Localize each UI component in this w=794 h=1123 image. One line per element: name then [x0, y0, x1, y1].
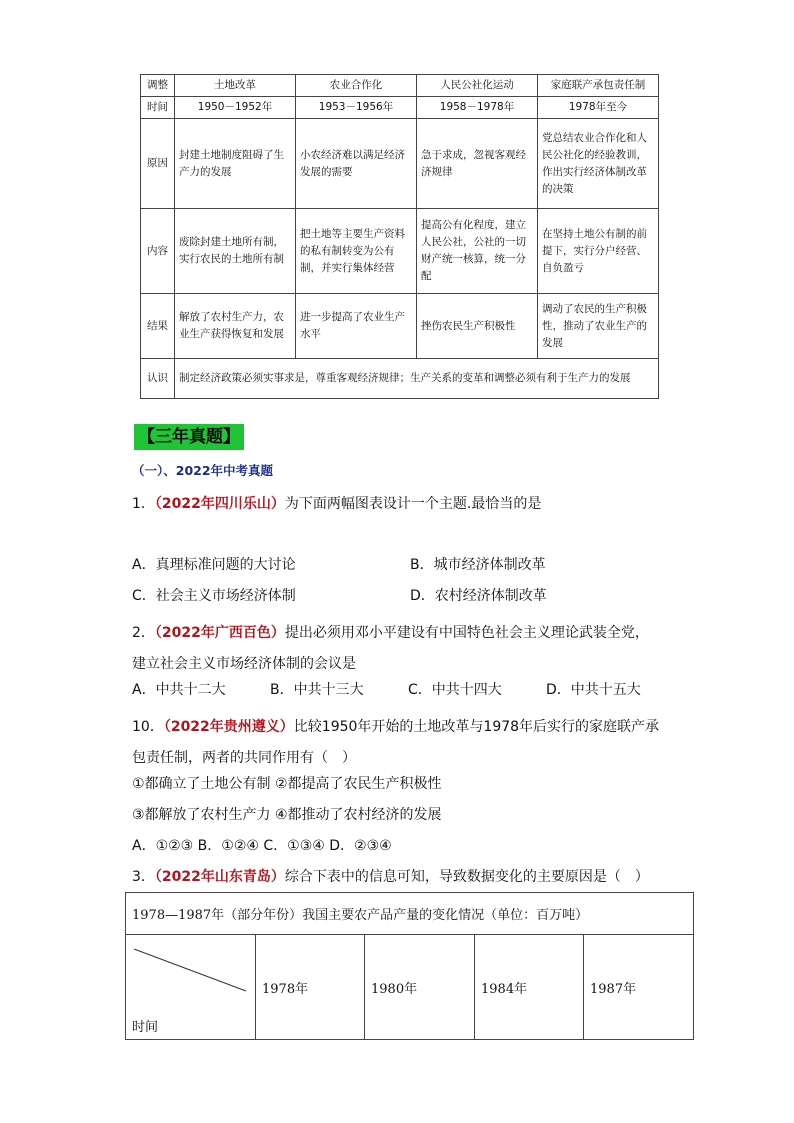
- table-header-row: [141, 75, 659, 97]
- corner-cell: [126, 935, 256, 1040]
- table-cell: 党总结农业合作化和人民公社化的经验教训，作出实行经济体制改革的决策: [538, 119, 659, 209]
- production-table: [125, 892, 694, 1040]
- table-cell: 制定经济政策必须实事求是，尊重客观经济规律；生产关系的变革和调整必须有利于生产力的发展: [175, 359, 659, 399]
- table-cell: 1950－1952年: [175, 97, 296, 119]
- table-row: [141, 359, 659, 399]
- year-header: 1980年: [365, 935, 475, 1040]
- table-header-cell: 人民公社化运动: [417, 75, 538, 97]
- option-a[interactable]: A．中共十二大: [132, 682, 226, 698]
- table-header-cell: 家庭联产承包责任制: [538, 75, 659, 97]
- table-cell: 调动了农民的生产积极性，推动了农业生产的发展: [538, 294, 659, 359]
- option-b[interactable]: B．城市经济体制改革: [410, 557, 546, 573]
- option-b[interactable]: B．中共十三大: [270, 682, 364, 698]
- statement-line: ①都确立了土地公有制 ②都提高了农民生产积极性: [132, 776, 442, 792]
- question-2: [132, 618, 662, 680]
- comparison-table: [140, 74, 659, 399]
- option-d[interactable]: D．中共十五大: [546, 682, 641, 698]
- question-number: 10．: [132, 719, 164, 735]
- question-number: 2．: [132, 625, 155, 641]
- question-3: [132, 867, 649, 887]
- row-label: 时间: [141, 97, 175, 119]
- question-source: （2022年广西百色）: [154, 625, 285, 641]
- table-cell: 1958－1978年: [417, 97, 538, 119]
- option-d[interactable]: D．农村经济体制改革: [410, 588, 547, 604]
- table-cell: 急于求成，忽视客观经济规律: [417, 119, 538, 209]
- row-label: 内容: [141, 209, 175, 294]
- question-10: [132, 712, 662, 774]
- year-header: 1984年: [475, 935, 584, 1040]
- table-header-row: [126, 935, 694, 1040]
- row-label: 结果: [141, 294, 175, 359]
- question-1: [132, 494, 541, 514]
- table-row: [141, 119, 659, 209]
- question-source: （2022年山东青岛）: [154, 869, 285, 885]
- table-title: 1978—1987年（部分年份）我国主要农产品产量的变化情况（单位：百万吨）: [126, 893, 694, 935]
- subsection-title: （一）、2022年中考真题: [132, 463, 274, 478]
- table-cell: 把土地等主要生产资料的私有制转变为公有制，并实行集体经营: [296, 209, 417, 294]
- table-header-cell: 农业合作化: [296, 75, 417, 97]
- table-cell: 1953－1956年: [296, 97, 417, 119]
- table-header-cell: 土地改革: [175, 75, 296, 97]
- row-label: 原因: [141, 119, 175, 209]
- row-label: 认识: [141, 359, 175, 399]
- option-c[interactable]: C．社会主义市场经济体制: [132, 588, 296, 604]
- table-row: [141, 294, 659, 359]
- statement-line: ③都解放了农村生产力 ④都推动了农村经济的发展: [132, 807, 442, 823]
- table-cell: 进一步提高了农业生产水平: [296, 294, 417, 359]
- section-title: 【三年真题】: [134, 424, 244, 450]
- table-cell: 废除封建土地所有制，实行农民的土地所有制: [175, 209, 296, 294]
- year-header: 1978年: [256, 935, 365, 1040]
- table-title-row: [126, 893, 694, 935]
- table-cell: 挫伤农民生产积极性: [417, 294, 538, 359]
- question-number: 1．: [132, 496, 155, 512]
- year-header: 1987年: [584, 935, 694, 1040]
- question-source: （2022年贵州遵义）: [163, 719, 294, 735]
- question-stem: 综合下表中的信息可知，导致数据变化的主要原因是（ ）: [284, 869, 649, 885]
- question-source: （2022年四川乐山）: [154, 496, 285, 512]
- options-line[interactable]: A．①②③ B．①②④ C．①③④ D．②③④: [132, 838, 392, 854]
- question-stem: 为下面两幅图表设计一个主题.最恰当的是: [284, 496, 542, 512]
- table-cell: 1978年至今: [538, 97, 659, 119]
- table-cell: 小农经济难以满足经济发展的需要: [296, 119, 417, 209]
- table-row: [141, 209, 659, 294]
- question-number: 3．: [132, 869, 155, 885]
- table-cell: 封建土地制度阻碍了生产力的发展: [175, 119, 296, 209]
- option-c[interactable]: C．中共十四大: [408, 682, 502, 698]
- question-stem: 比较1950年开始的土地改革与1978年后实行的家庭联产承包责任制，两者的共同作用有（ ）: [132, 719, 660, 766]
- table-cell: 提高公有化程度，建立人民公社，公社的一切财产统一核算，统一分配: [417, 209, 538, 294]
- table-cell: 解放了农村生产力，农业生产获得恢复和发展: [175, 294, 296, 359]
- table-cell: 在坚持土地公有制的前提下，实行分户经营、自负盈亏: [538, 209, 659, 294]
- option-a[interactable]: A．真理标准问题的大讨论: [132, 557, 296, 573]
- table-row: [141, 97, 659, 119]
- corner-label: 时间: [132, 1020, 159, 1035]
- question-stem: 提出必须用邓小平建设有中国特色社会主义理论武装全党，建立社会主义市场经济体制的会议是: [132, 625, 649, 672]
- table-header-cell: 调整: [141, 75, 175, 97]
